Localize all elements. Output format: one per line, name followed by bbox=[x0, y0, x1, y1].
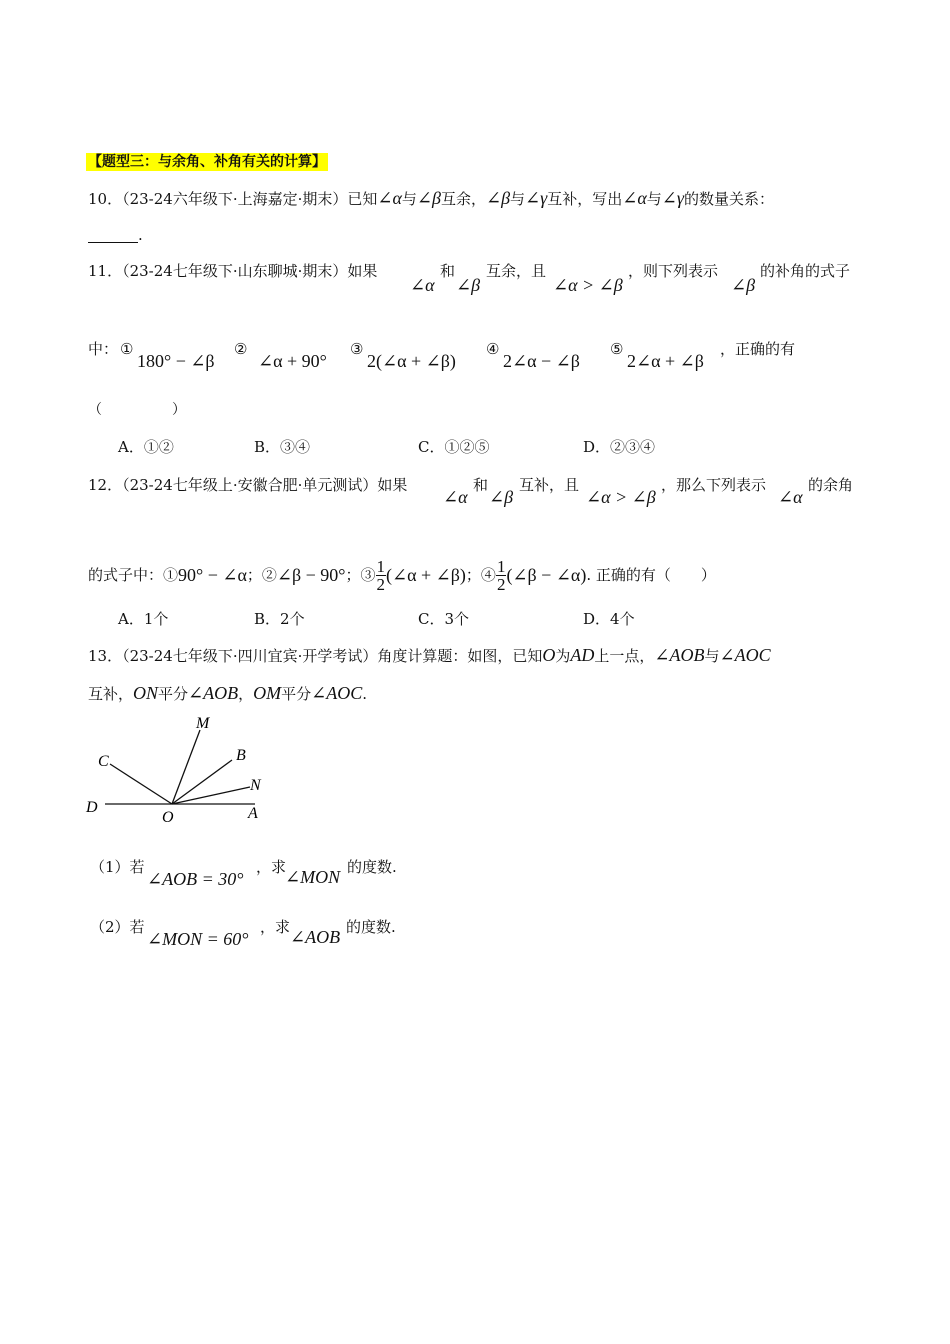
angle-beta: ∠β bbox=[731, 275, 756, 295]
subquestion-2-target: ∠AOB bbox=[290, 927, 341, 947]
question-number: 11． bbox=[88, 262, 123, 280]
angle-aoc: ∠AOC bbox=[311, 683, 363, 703]
expr-1: 90° − ∠α bbox=[178, 565, 247, 585]
line-ad: AD bbox=[570, 645, 595, 665]
label-c: C bbox=[98, 753, 109, 770]
blank[interactable] bbox=[88, 228, 138, 243]
text: 的数量关系： bbox=[683, 190, 774, 208]
answer-blank-line[interactable] bbox=[88, 228, 143, 243]
text: 互补， bbox=[88, 685, 134, 703]
option-b[interactable]: B．③④ bbox=[254, 438, 311, 456]
label-n: N bbox=[250, 777, 261, 794]
point-o: O bbox=[542, 645, 556, 665]
text: 的度数. bbox=[347, 858, 397, 876]
expr-3: (∠α + ∠β) bbox=[386, 565, 466, 585]
answer-paren[interactable]: （ ） bbox=[88, 402, 186, 418]
angle-beta: ∠β bbox=[456, 275, 481, 295]
angle-beta: ∠β bbox=[416, 188, 441, 208]
circle-3: ③ bbox=[350, 340, 364, 358]
text: ，求 bbox=[256, 858, 287, 876]
condition: ∠α > ∠β bbox=[586, 487, 656, 507]
expr-1: 180° − ∠β bbox=[137, 351, 215, 371]
text: ，则下列表示 bbox=[628, 262, 719, 280]
question-source: （23-24七年级下·山东聊城·期末）如果 bbox=[122, 262, 378, 280]
option-d[interactable]: D．②③④ bbox=[583, 438, 656, 456]
ray-om bbox=[172, 730, 200, 804]
denominator: 2 bbox=[376, 574, 386, 594]
circle-1: ① bbox=[120, 340, 134, 358]
text: 平分 bbox=[158, 685, 189, 703]
text: ， bbox=[238, 685, 254, 703]
text: 和 bbox=[440, 262, 456, 280]
question-source: （23-24七年级上·安徽合肥·单元测试）如果 bbox=[122, 476, 408, 494]
text: 中： bbox=[88, 340, 119, 358]
option-d[interactable]: D．4个 bbox=[583, 610, 635, 628]
section-title: 【题型三：与余角、补角有关的计算】 bbox=[88, 154, 326, 170]
question-13-line2 bbox=[88, 684, 367, 702]
expr-4: 2∠α − ∠β bbox=[503, 351, 580, 371]
question-12-line1 bbox=[88, 478, 407, 493]
expr-2: ∠β − 90° bbox=[276, 565, 346, 585]
expr-3: 2(∠α + ∠β) bbox=[367, 351, 456, 371]
text: 上一点， bbox=[594, 647, 655, 665]
text: . 正确的有（ ） bbox=[586, 565, 716, 584]
text: ；② bbox=[246, 565, 277, 584]
ray-oc bbox=[110, 764, 172, 804]
text: 互补，写出 bbox=[547, 190, 623, 208]
text: ，求 bbox=[260, 918, 291, 936]
question-11-line1 bbox=[88, 264, 377, 279]
period: . bbox=[138, 226, 143, 244]
option-a[interactable]: A．1个 bbox=[118, 610, 169, 628]
angle-aob: ∠AOB bbox=[188, 683, 239, 703]
ray-om: OM bbox=[253, 683, 282, 703]
text: . bbox=[362, 685, 368, 703]
text: 互余，且 bbox=[486, 262, 547, 280]
text: 的余角 bbox=[808, 476, 854, 494]
option-a[interactable]: A．①② bbox=[118, 438, 174, 456]
angle-gamma: ∠γ bbox=[661, 188, 684, 208]
text: ，那么下列表示 bbox=[661, 476, 767, 494]
text: 的式子中：① bbox=[88, 565, 179, 584]
label-o: O bbox=[162, 809, 174, 826]
text: 互补，且 bbox=[519, 476, 580, 494]
label-m: M bbox=[196, 715, 210, 732]
text: 和 bbox=[473, 476, 489, 494]
text: 与 bbox=[401, 190, 417, 208]
text: 互余， bbox=[440, 190, 486, 208]
angle-aob: ∠AOB bbox=[654, 645, 705, 665]
angle-beta: ∠β bbox=[489, 487, 514, 507]
text: 的补角的式子 bbox=[760, 262, 851, 280]
circle-2: ② bbox=[234, 340, 248, 358]
option-b[interactable]: B．2个 bbox=[254, 610, 305, 628]
text: 平分 bbox=[281, 685, 312, 703]
angle-gamma: ∠γ bbox=[525, 188, 548, 208]
text: ，正确的有 bbox=[720, 340, 796, 358]
expr-5: 2∠α + ∠β bbox=[627, 351, 704, 371]
question-source: （23-24六年级下·上海嘉定·期末）已知 bbox=[122, 190, 378, 208]
ray-on: ON bbox=[133, 683, 159, 703]
label-b: B bbox=[236, 747, 246, 764]
expr-4: (∠β − ∠α) bbox=[506, 565, 587, 585]
angle-aoc: ∠AOC bbox=[719, 645, 771, 665]
text: 为 bbox=[555, 647, 571, 665]
text: ；③ bbox=[345, 565, 376, 584]
text: 与 bbox=[646, 190, 662, 208]
subquestion-2-expr: ∠MON = 60° bbox=[147, 929, 249, 949]
numerator: 1 bbox=[376, 556, 386, 576]
fraction-half bbox=[376, 558, 387, 593]
question-13-line1 bbox=[88, 646, 771, 664]
question-number: 10． bbox=[88, 190, 123, 208]
expr-2: ∠α + 90° bbox=[258, 351, 327, 371]
option-c[interactable]: C．①②⑤ bbox=[418, 438, 490, 456]
question-12-line2 bbox=[88, 557, 716, 593]
text: ；④ bbox=[465, 565, 496, 584]
question-source: （23-24七年级下·四川宜宾·开学考试）角度计算题：如图，已知 bbox=[122, 647, 543, 665]
angle-alpha: ∠α bbox=[622, 188, 647, 208]
question-number: 13． bbox=[88, 647, 123, 665]
option-c[interactable]: C．3个 bbox=[418, 610, 470, 628]
angle-beta: ∠β bbox=[485, 188, 511, 208]
label-d: D bbox=[86, 799, 98, 816]
text: 与 bbox=[510, 190, 526, 208]
numerator: 1 bbox=[496, 556, 506, 576]
subquestion-1-label: （1）若 bbox=[90, 858, 145, 876]
denominator: 2 bbox=[496, 574, 506, 594]
angle-alpha: ∠α bbox=[410, 275, 435, 295]
subquestion-1-target: ∠MON bbox=[285, 867, 341, 887]
subquestion-2-label: （2）若 bbox=[90, 918, 145, 936]
angle-alpha: ∠α bbox=[778, 487, 803, 507]
angle-figure bbox=[80, 712, 280, 827]
label-a: A bbox=[248, 805, 258, 822]
angle-alpha: ∠α bbox=[377, 188, 402, 208]
question-number: 12． bbox=[88, 476, 123, 494]
circle-5: ⑤ bbox=[610, 340, 624, 358]
subquestion-1-expr: ∠AOB = 30° bbox=[147, 869, 244, 889]
angle-alpha: ∠α bbox=[443, 487, 468, 507]
condition: ∠α > ∠β bbox=[553, 275, 623, 295]
text: 的度数. bbox=[346, 918, 396, 936]
question-11-line2 bbox=[88, 342, 118, 357]
circle-4: ④ bbox=[486, 340, 500, 358]
fraction-half bbox=[496, 558, 507, 593]
question-10 bbox=[88, 189, 774, 207]
text: 与 bbox=[704, 647, 720, 665]
